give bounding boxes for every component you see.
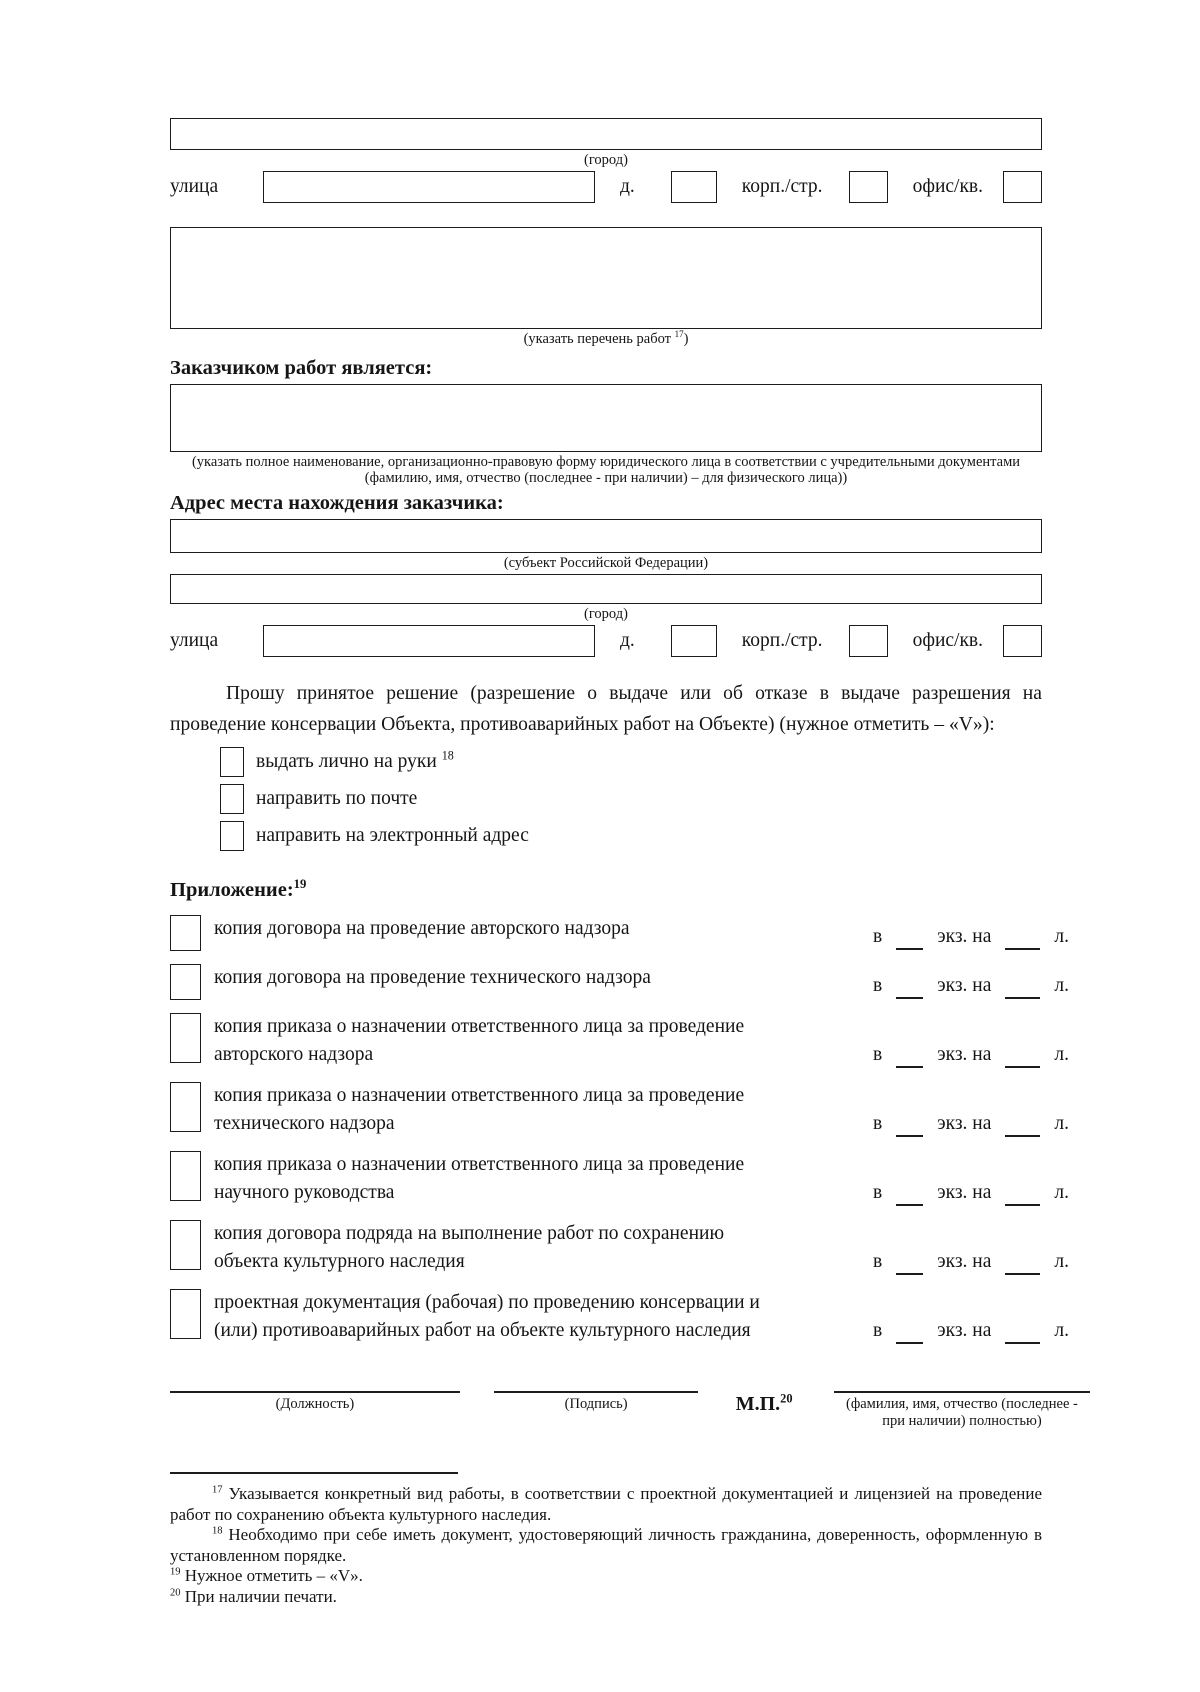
attachment-text: копия договора на проведение авторского надзора xyxy=(214,918,630,939)
option-by-email xyxy=(220,821,1042,851)
by-mail-checkbox[interactable] xyxy=(220,784,244,814)
attachment-text: копия договора на проведение технического надзора xyxy=(214,967,651,988)
works-list-input[interactable] xyxy=(170,227,1042,329)
attachment-row xyxy=(170,1151,1075,1207)
copies-fields: в экз. на л. xyxy=(867,1318,1075,1345)
signature-caption: (Подпись) xyxy=(564,1396,628,1412)
object-house-input[interactable] xyxy=(671,171,717,203)
sheets-count-blank[interactable] xyxy=(1005,1046,1040,1068)
attachment-checkbox[interactable] xyxy=(170,915,201,951)
attachment-text: технического надзора xyxy=(214,1113,395,1134)
attachment-row xyxy=(170,1082,1075,1138)
sheets-count-blank[interactable] xyxy=(1005,977,1040,999)
copies-fields: в экз. на л. xyxy=(867,1111,1075,1138)
customer-caption-line2: (фамилию, имя, отчество (последнее - при наличии) – для физического лица)) xyxy=(364,470,848,486)
attachment-row xyxy=(170,964,1075,1000)
option-label: выдать лично на руки $^{18}$ xyxy=(256,748,454,772)
copies-count-blank[interactable] xyxy=(896,928,923,950)
attachment-row xyxy=(170,1220,1075,1276)
object-street-row xyxy=(170,171,1042,203)
house-label: д. xyxy=(620,630,635,651)
hand-delivery-checkbox[interactable] xyxy=(220,747,244,777)
by-email-checkbox[interactable] xyxy=(220,821,244,851)
street-label: улица xyxy=(170,176,219,197)
stamp-label: М.П.$^{20}$ xyxy=(735,1391,793,1415)
footnote-ref-17: 17 xyxy=(674,329,684,340)
sheets-count-blank[interactable] xyxy=(1005,1253,1040,1275)
customer-office-input[interactable] xyxy=(1003,625,1042,657)
footnote-ref-19: 19 xyxy=(293,877,307,892)
signature-line[interactable] xyxy=(494,1391,699,1393)
customer-street-row xyxy=(170,625,1042,657)
decision-paragraph: Прошу принятое решение (разрешение о выдаче или об отказе в выдаче разрешения на проведение консервации Объекта, противоаварийных работ на Объекте) (нужное отметить – «V»): xyxy=(170,683,1042,735)
attachment-text: объекта культурного наследия xyxy=(214,1251,465,1272)
attachment-checkbox[interactable] xyxy=(170,1151,201,1201)
attachment-checkbox[interactable] xyxy=(170,1082,201,1132)
attachment-text: авторского надзора xyxy=(214,1044,374,1065)
street-label: улица xyxy=(170,630,219,651)
object-city-caption: (город) xyxy=(584,152,628,168)
copies-count-blank[interactable] xyxy=(896,977,923,999)
office-label: офис/кв. xyxy=(912,630,984,651)
building-label: корп./стр. xyxy=(741,176,823,197)
attachment-text: копия договора подряда на выполнение работ по сохранению xyxy=(214,1223,725,1244)
attachment-text: проектная документация (рабочая) по проведению консервации и xyxy=(214,1292,760,1313)
footnotes xyxy=(170,1484,1042,1607)
footnote-ref-18: 18 xyxy=(441,748,454,763)
footnote-20: $^{20}$ При наличии печати. xyxy=(170,1586,337,1606)
footnote-17: $^{17}$ Указывается конкретный вид работы, в соответствии с проектной документацией и лицензией на проведение работ по сохранению объекта культурного наследия. xyxy=(170,1484,1042,1524)
building-label: корп./стр. xyxy=(741,630,823,651)
customer-street-input[interactable] xyxy=(263,625,595,657)
customer-caption-line1: (указать полное наименование, организационно-правовую форму юридического лица в соответствии с учредительными документами xyxy=(191,454,1021,470)
attachment-text: (или) противоаварийных работ на объекте культурного наследия xyxy=(214,1320,751,1341)
customer-name-input[interactable] xyxy=(170,384,1042,452)
customer-city-input[interactable] xyxy=(170,574,1042,604)
attachment-row xyxy=(170,1289,1075,1345)
copies-fields: в экз. на л. xyxy=(867,1249,1075,1276)
footnote-19: $^{19}$ Нужное отметить – «V». xyxy=(170,1566,363,1585)
customer-subject-caption: (субъект Российской Федерации) xyxy=(503,555,709,571)
position-caption: (Должность) xyxy=(275,1396,355,1412)
sheets-count-blank[interactable] xyxy=(1005,1115,1040,1137)
office-label: офис/кв. xyxy=(912,176,984,197)
signature-block xyxy=(170,1391,1090,1430)
attachment-text: копия приказа о назначении ответственного лица за проведение xyxy=(214,1154,745,1175)
footnote-separator xyxy=(170,1472,458,1474)
attachment-checkbox[interactable] xyxy=(170,1289,201,1339)
sheets-count-blank[interactable] xyxy=(1005,928,1040,950)
customer-heading: Заказчиком работ является: xyxy=(170,357,433,379)
object-office-input[interactable] xyxy=(1003,171,1042,203)
customer-address-heading: Адрес места нахождения заказчика: xyxy=(170,492,504,514)
option-by-mail xyxy=(220,784,1042,814)
customer-house-input[interactable] xyxy=(671,625,717,657)
option-label: направить на электронный адрес xyxy=(256,825,529,846)
object-city-input[interactable] xyxy=(170,118,1042,150)
copies-fields: в экз. на л. xyxy=(867,973,1075,1000)
copies-fields: в экз. на л. xyxy=(867,924,1075,951)
attachment-text: копия приказа о назначении ответственного лица за проведение xyxy=(214,1085,745,1106)
customer-building-input[interactable] xyxy=(849,625,888,657)
works-list-caption: (указать перечень работ $^{17}$) xyxy=(523,329,689,347)
copies-count-blank[interactable] xyxy=(896,1184,923,1206)
sheets-count-blank[interactable] xyxy=(1005,1322,1040,1344)
house-label: д. xyxy=(620,176,635,197)
attachments-heading: Приложение:$^{19}$ xyxy=(170,877,307,901)
object-building-input[interactable] xyxy=(849,171,888,203)
copies-count-blank[interactable] xyxy=(896,1046,923,1068)
option-hand-delivery xyxy=(220,747,1042,777)
object-street-input[interactable] xyxy=(263,171,595,203)
attachment-text: копия приказа о назначении ответственного лица за проведение xyxy=(214,1016,745,1037)
name-signature-line[interactable] xyxy=(834,1391,1090,1393)
attachment-row xyxy=(170,1013,1075,1069)
footnote-ref-20: 20 xyxy=(780,1391,793,1406)
customer-city-caption: (город) xyxy=(584,606,628,622)
sheets-count-blank[interactable] xyxy=(1005,1184,1040,1206)
copies-fields: в экз. на л. xyxy=(867,1180,1075,1207)
attachment-row xyxy=(170,915,1075,951)
name-caption: (фамилия, имя, отчество (последнее - при наличии) полностью) xyxy=(846,1396,1078,1429)
position-signature-line[interactable] xyxy=(170,1391,460,1393)
attachment-checkbox[interactable] xyxy=(170,1220,201,1270)
attachment-checkbox[interactable] xyxy=(170,1013,201,1063)
attachment-checkbox[interactable] xyxy=(170,964,201,1000)
option-label: направить по почте xyxy=(256,788,418,809)
attachment-text: научного руководства xyxy=(214,1182,395,1203)
copies-count-blank[interactable] xyxy=(896,1115,923,1137)
footnote-18: $^{18}$ Необходимо при себе иметь документ, удостоверяющий личность гражданина, доверенность, оформленную в установленном порядке. xyxy=(170,1525,1042,1565)
copies-count-blank[interactable] xyxy=(896,1253,923,1275)
copies-count-blank[interactable] xyxy=(896,1322,923,1344)
customer-subject-input[interactable] xyxy=(170,519,1042,553)
copies-fields: в экз. на л. xyxy=(867,1042,1075,1069)
